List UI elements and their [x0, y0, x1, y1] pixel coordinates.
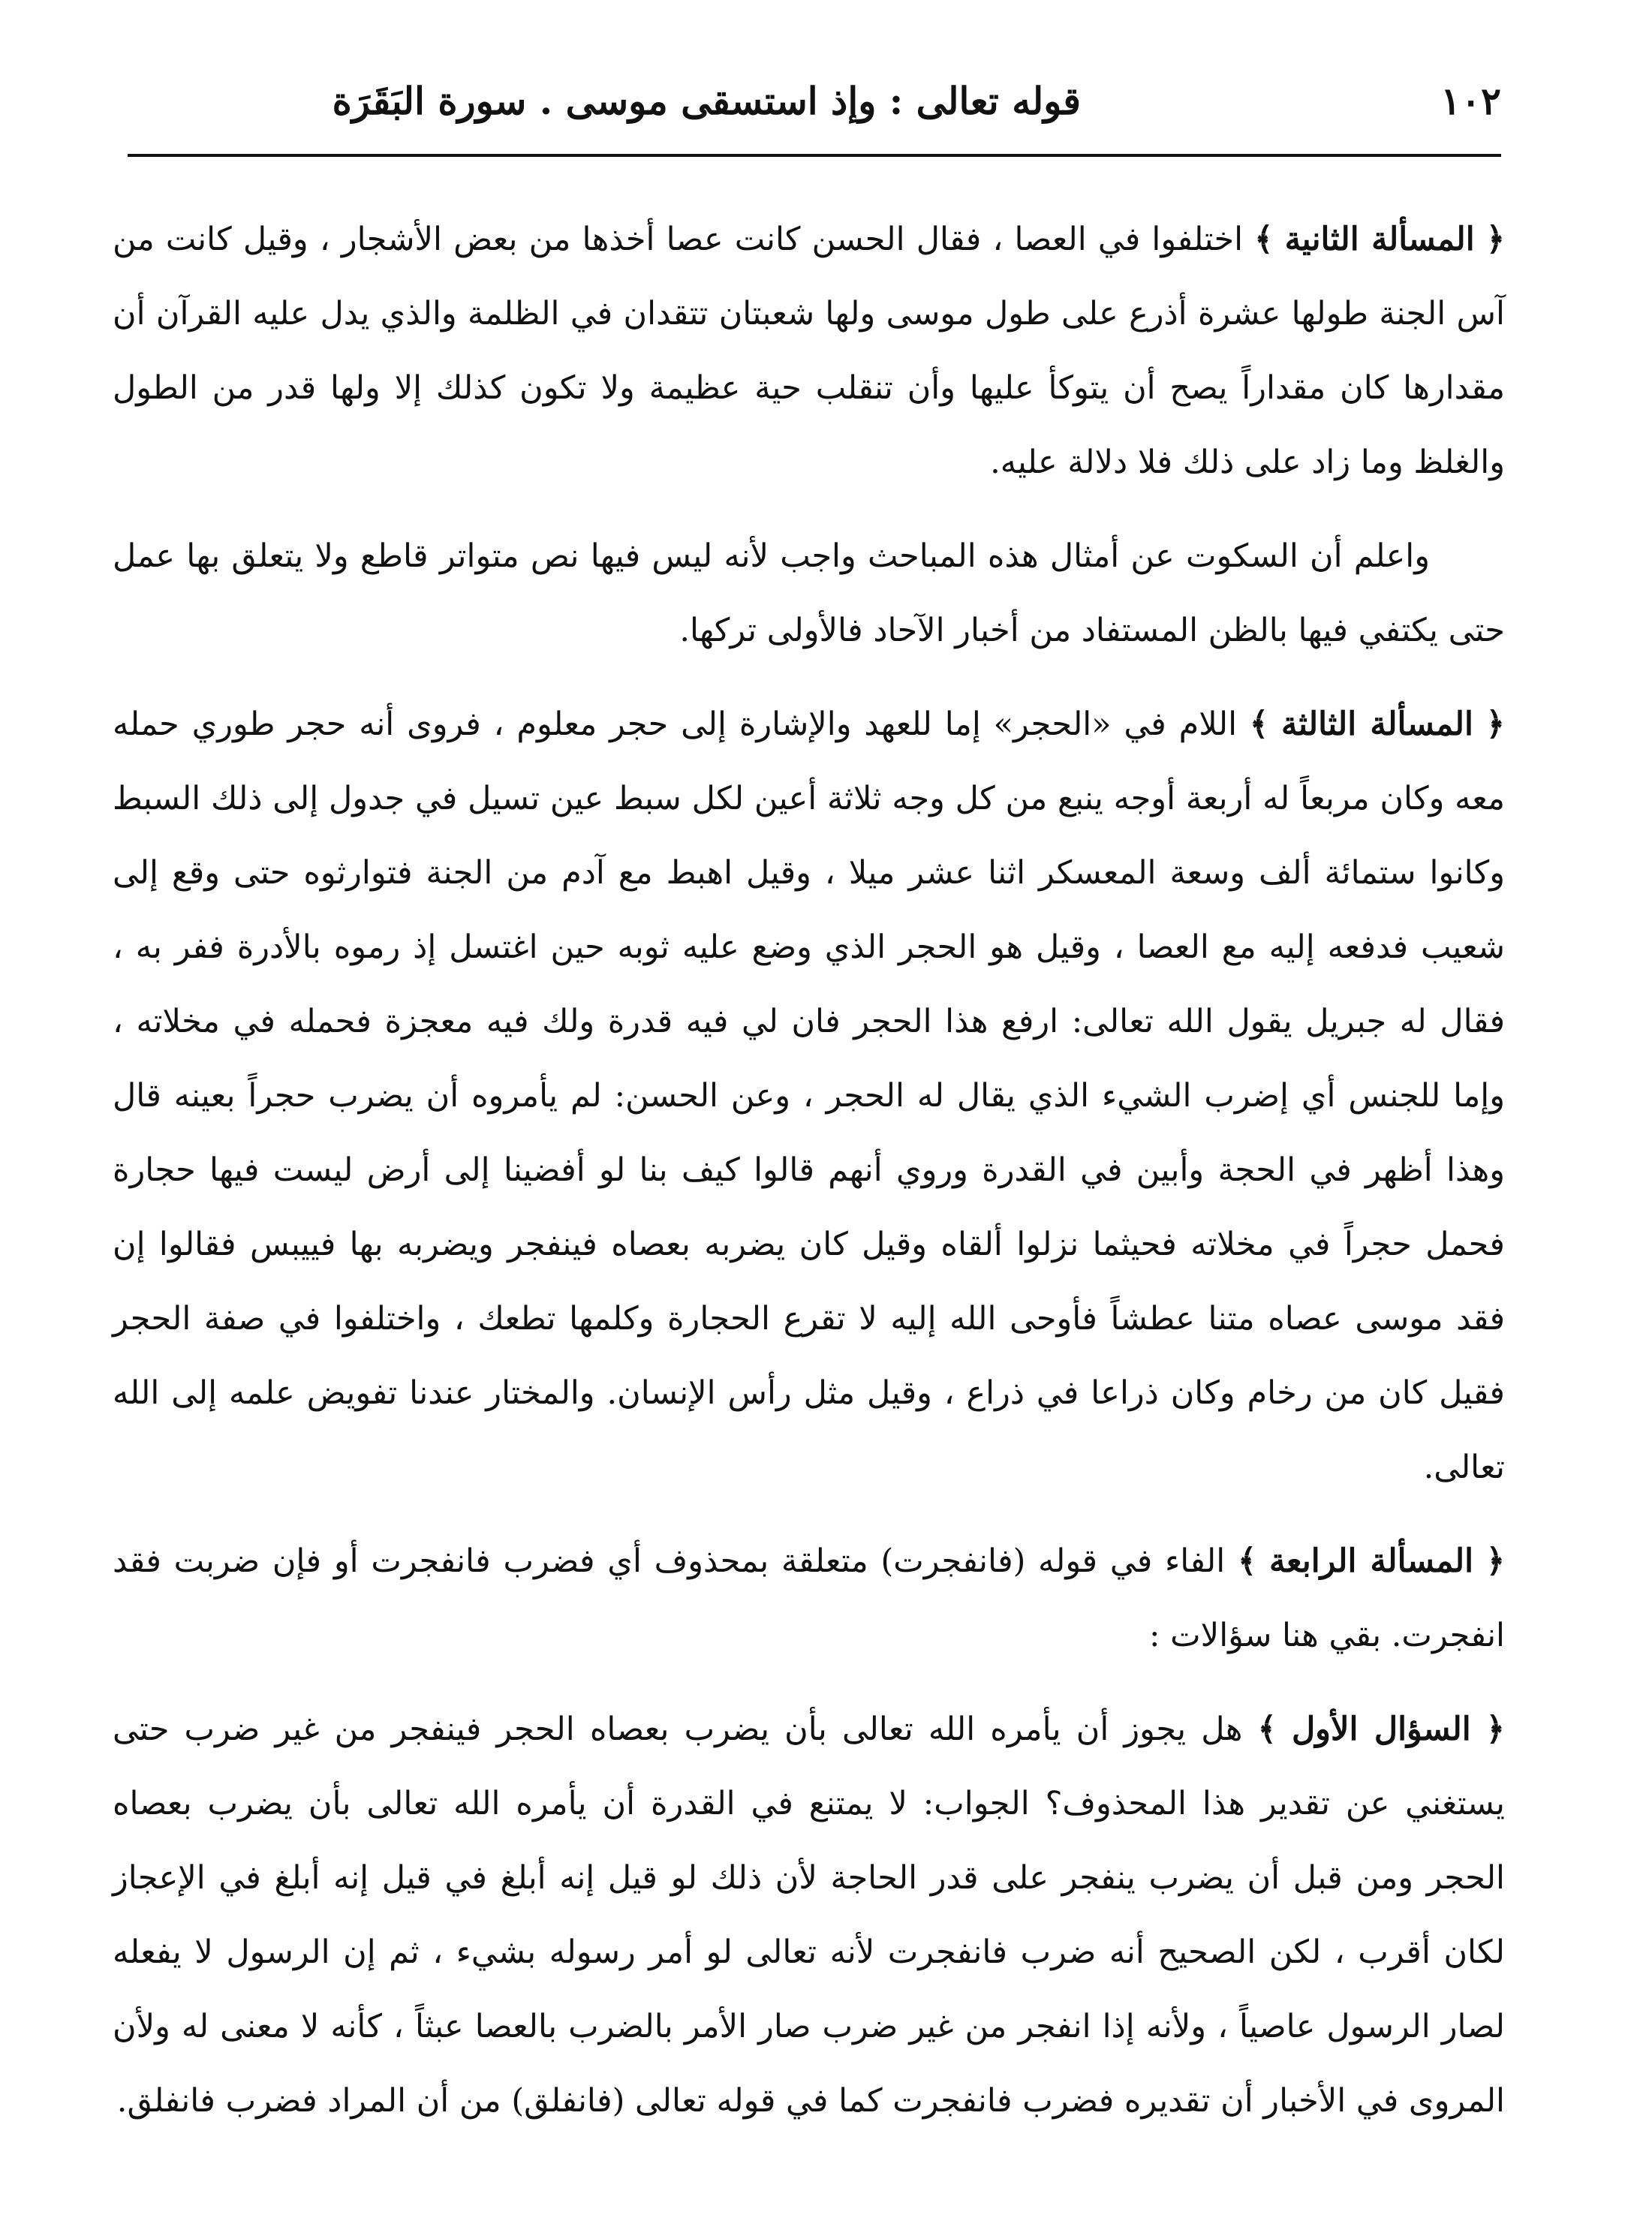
- bracket-close: ﴾: [1249, 706, 1269, 743]
- header-rule: [128, 154, 1501, 157]
- section-heading: السؤال الأول: [1291, 1711, 1471, 1748]
- bracket-open: ﴿: [1485, 1542, 1506, 1580]
- section-heading: المسألة الثانية: [1284, 221, 1475, 258]
- bracket-open: ﴿: [1485, 221, 1506, 258]
- bracket-open: ﴿: [1485, 706, 1505, 743]
- paragraph-text: الفاء في قوله (فانفجرت) متعلقة بمحذوف أي فضرب فانفجرت أو فإن ضربت فقد انفجرت. بقي هنا سؤالات :: [113, 1542, 1505, 1654]
- bracket-close: ﴾: [1254, 221, 1274, 258]
- page-number: ١٠٢: [1440, 79, 1501, 123]
- bracket-open: ﴿: [1485, 1711, 1505, 1748]
- paragraph-question-1: [113, 1693, 1505, 2138]
- paragraph-masala-4: [113, 1524, 1505, 1673]
- page-body: [113, 203, 1505, 2155]
- running-title: قوله تعالى : وإذ استسقى موسى . سورة البَقَرَة: [332, 79, 1081, 123]
- paragraph-masala-2: [113, 203, 1505, 500]
- paragraph-text: اللام في «الحجر» إما للعهد والإشارة إلى حجر معلوم ، فروى أنه حجر طوري حمله معه وكان مربعاً له أربعة أوجه ينبع من كل وجه ثلاثة أعين لكل سبط عين تسيل في جدول إلى ذلك السبط وكانوا ستمائة ألف وسعة المعسكر اثنا عشر ميلا ، وقيل اهبط مع آدم من الجنة فتوارثوه حتى وقع إلى شعيب فدفعه إليه مع العصا ، وقيل هو الحجر الذي وضع عليه ثوبه حين اغتسل إذ رموه بالأدرة ففر به ، فقال له جبريل يقول الله تعالى: ارفع هذا الحجر فان لي فيه قدرة ولك فيه معجزة فحمله في مخلاته ، وإما للجنس أي إضرب الشيء الذي يقال له الحجر ، وعن الحسن: لم يأمروه أن يضرب حجراً بعينه قال وهذا أظهر في الحجة وأبين في القدرة وروي أنهم قالوا كيف بنا لو أفضينا إلى أرض ليست فيها حجارة فحمل حجراً في مخلاته فحيثما نزلوا ألقاه وقيل كان يضربه بعصاه فينفجر ويضربه بها فييبس فقالوا إن فقد موسى عصاه متنا عطشاً فأوحى الله إليه لا تقرع الحجارة وكلمها تطعك ، واختلفوا في صفة الحجر فقيل كان من رخام وكان ذراعا في ذراع ، وقيل مثل رأس الإنسان. والمختار عندنا تفويض علمه إلى الله تعالى.: [113, 706, 1505, 1486]
- bracket-close: ﴾: [1257, 1711, 1277, 1748]
- section-heading: المسألة الثالثة: [1280, 706, 1473, 743]
- paragraph-text: واعلم أن السكوت عن أمثال هذه المباحث واجب لأنه ليس فيها نص متواتر قاطع ولا يتعلق بها عمل حتى يكتفي فيها بالظن المستفاد من أخبار الآحاد فالأولى تركها.: [113, 537, 1505, 649]
- section-heading: المسألة الرابعة: [1268, 1542, 1474, 1580]
- paragraph-masala-3: [113, 688, 1505, 1505]
- page-header: [128, 71, 1501, 139]
- paragraph-note: [113, 519, 1505, 668]
- bracket-close: ﴾: [1237, 1542, 1257, 1580]
- paragraph-text: اختلفوا في العصا ، فقال الحسن كانت عصا أخذها من بعض الأشجار ، وقيل كانت من آس الجنة طولها عشرة أذرع على طول موسى ولها شعبتان تتقدان في الظلمة والذي يدل عليه القرآن أن مقدارها كان مقداراً يصح أن يتوكأ عليها وأن تنقلب حية عظيمة ولا تكون كذلك إلا ولها قدر من الطول والغلظ وما زاد على ذلك فلا دلالة عليه.: [113, 221, 1505, 481]
- paragraph-text: هل يجوز أن يأمره الله تعالى بأن يضرب بعصاه الحجر فينفجر من غير ضرب حتى يستغني عن تقدير هذا المحذوف؟ الجواب: لا يمتنع في القدرة أن يأمره الله تعالى بأن يضرب بعصاه الحجر ومن قبل أن يضرب ينفجر على قدر الحاجة لأن ذلك لو قيل إنه أبلغ في قيل إنه أبلغ في الإعجاز لكان أقرب ، لكن الصحيح أنه ضرب فانفجرت لأنه تعالى لو أمر رسوله بشيء ، ثم إن الرسول لا يفعله لصار الرسول عاصياً ، ولأنه إذا انفجر من غير ضرب صار الأمر بالضرب بالعصا عبثاً ، كأنه لا معنى له ولأن المروى في الأخبار أن تقديره فضرب فانفجرت كما في قوله تعالى (فانفلق) من أن المراد فضرب فانفلق.: [113, 1711, 1505, 2120]
